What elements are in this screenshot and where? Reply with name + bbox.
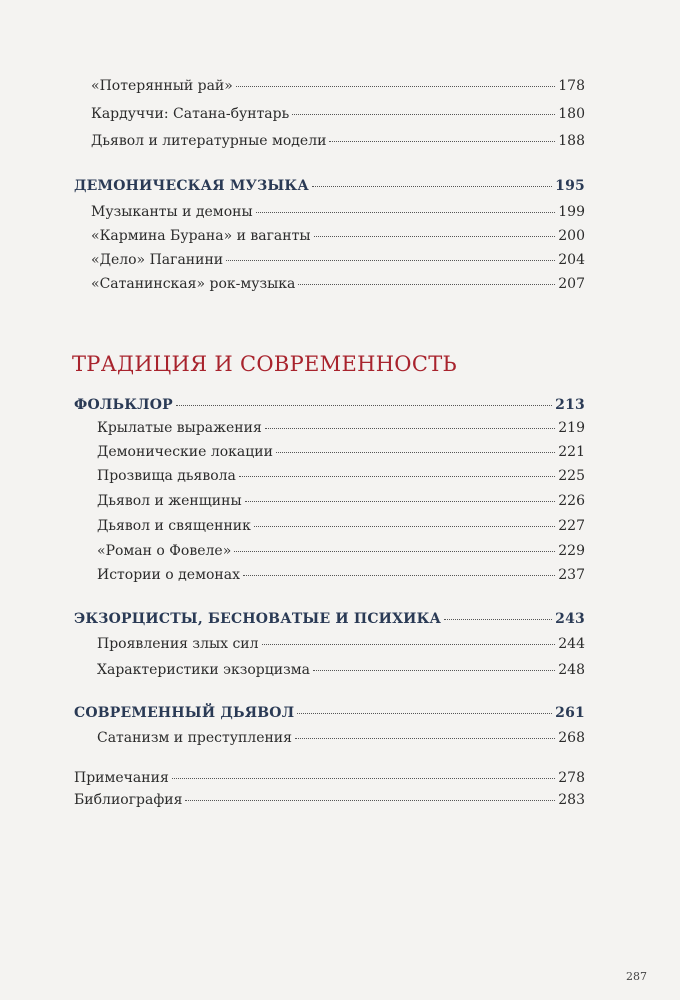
toc-entry-page: 244 [558, 636, 585, 652]
toc-entry-title: Дьявол и литературные модели [91, 133, 327, 149]
toc-heading-title: ДЕМОНИЧЕСКАЯ МУЗЫКА [74, 178, 309, 194]
toc-heading-page: 243 [555, 611, 585, 627]
toc-entry [97, 493, 585, 509]
toc-entry-title: Музыканты и демоны [91, 204, 253, 220]
toc-entry [91, 276, 585, 292]
toc-entry [97, 543, 585, 559]
dot-leader [312, 186, 552, 187]
toc-entry-page: 207 [558, 276, 585, 292]
toc-entry-title: Истории о демонах [97, 567, 240, 583]
toc-entry [91, 228, 585, 244]
toc-entry-page: 204 [558, 252, 585, 268]
toc-entry-title: Демонические локации [97, 444, 273, 460]
toc-heading-title: ФОЛЬКЛОР [74, 397, 173, 413]
toc-entry-title: «Роман о Фовеле» [97, 543, 232, 559]
toc-entry [97, 518, 585, 534]
toc-entry-page: 226 [558, 493, 585, 509]
toc-heading-title: ЭКЗОРЦИСТЫ, БЕСНОВАТЫЕ И ПСИХИКА [74, 611, 442, 627]
toc-entry-title: «Потерянный рай» [91, 78, 233, 94]
toc-entry-page: 237 [558, 567, 585, 583]
toc-back-matter-entry [74, 792, 585, 808]
toc-entry-title: Кардуччи: Сатана-бунтарь [91, 106, 290, 122]
toc-section-heading [74, 397, 585, 413]
toc-entry [91, 106, 585, 122]
dot-leader [185, 800, 555, 801]
toc-entry-title: Проявления злых сил [97, 636, 259, 652]
toc-entry-page: 229 [558, 543, 585, 559]
part-title: ТРАДИЦИЯ И СОВРЕМЕННОСТЬ [72, 352, 457, 376]
dot-leader [245, 501, 556, 502]
toc-entry-page: 188 [558, 133, 585, 149]
dot-leader [295, 738, 555, 739]
dot-leader [254, 526, 555, 527]
toc-entry [97, 468, 585, 484]
toc-entry-page: 200 [558, 228, 585, 244]
toc-entry-title: Прозвища дьявола [97, 468, 236, 484]
dot-leader [297, 713, 552, 714]
toc-back-matter-entry [74, 770, 585, 786]
toc-section-heading [74, 705, 585, 721]
toc-entry [97, 636, 585, 652]
dot-leader [292, 114, 555, 115]
toc-entry-title: Библиография [74, 792, 183, 808]
toc-heading-page: 261 [555, 705, 585, 721]
dot-leader [314, 236, 556, 237]
dot-leader [239, 476, 555, 477]
page-number: 287 [626, 970, 647, 983]
toc-entry [91, 133, 585, 149]
toc-entry [91, 204, 585, 220]
dot-leader [444, 619, 552, 620]
toc-entry-page: 225 [558, 468, 585, 484]
toc-entry-title: Дьявол и священник [97, 518, 251, 534]
toc-entry-page: 221 [558, 444, 585, 460]
toc-section-heading [74, 178, 585, 194]
toc-entry-page: 283 [558, 792, 585, 808]
dot-leader [298, 284, 555, 285]
dot-leader [313, 670, 555, 671]
dot-leader [329, 141, 555, 142]
dot-leader [256, 212, 556, 213]
toc-entry-page: 278 [558, 770, 585, 786]
toc-heading-title: СОВРЕМЕННЫЙ ДЬЯВОЛ [74, 705, 295, 721]
toc-entry-title: Характеристики экзорцизма [97, 662, 310, 678]
toc-entry-page: 268 [558, 730, 585, 746]
toc-entry-page: 227 [558, 518, 585, 534]
dot-leader [243, 575, 555, 576]
toc-entry-title: Дьявол и женщины [97, 493, 242, 509]
toc-entry-page: 178 [558, 78, 585, 94]
dot-leader [234, 551, 555, 552]
toc-entry-page: 219 [558, 420, 585, 436]
toc-entry [97, 730, 585, 746]
dot-leader [172, 778, 555, 779]
toc-entry [91, 78, 585, 94]
toc-entry [97, 567, 585, 583]
toc-heading-page: 213 [555, 397, 585, 413]
toc-entry-title: Сатанизм и преступления [97, 730, 292, 746]
toc-entry [97, 420, 585, 436]
dot-leader [265, 428, 555, 429]
toc-entry-title: «Дело» Паганини [91, 252, 224, 268]
toc-entry-title: Примечания [74, 770, 169, 786]
dot-leader [276, 452, 555, 453]
toc-entry-page: 248 [558, 662, 585, 678]
toc-entry-title: «Кармина Бурана» и ваганты [91, 228, 311, 244]
toc-section-heading [74, 611, 585, 627]
toc-entry [97, 662, 585, 678]
dot-leader [226, 260, 555, 261]
toc-entry-title: Крылатые выражения [97, 420, 262, 436]
toc-entry [91, 252, 585, 268]
dot-leader [262, 644, 556, 645]
toc-entry-title: «Сатанинская» рок-музыка [91, 276, 296, 292]
dot-leader [236, 86, 555, 87]
toc-heading-page: 195 [555, 178, 585, 194]
toc-entry-page: 199 [558, 204, 585, 220]
toc-entry-page: 180 [558, 106, 585, 122]
dot-leader [176, 405, 552, 406]
toc-entry [97, 444, 585, 460]
